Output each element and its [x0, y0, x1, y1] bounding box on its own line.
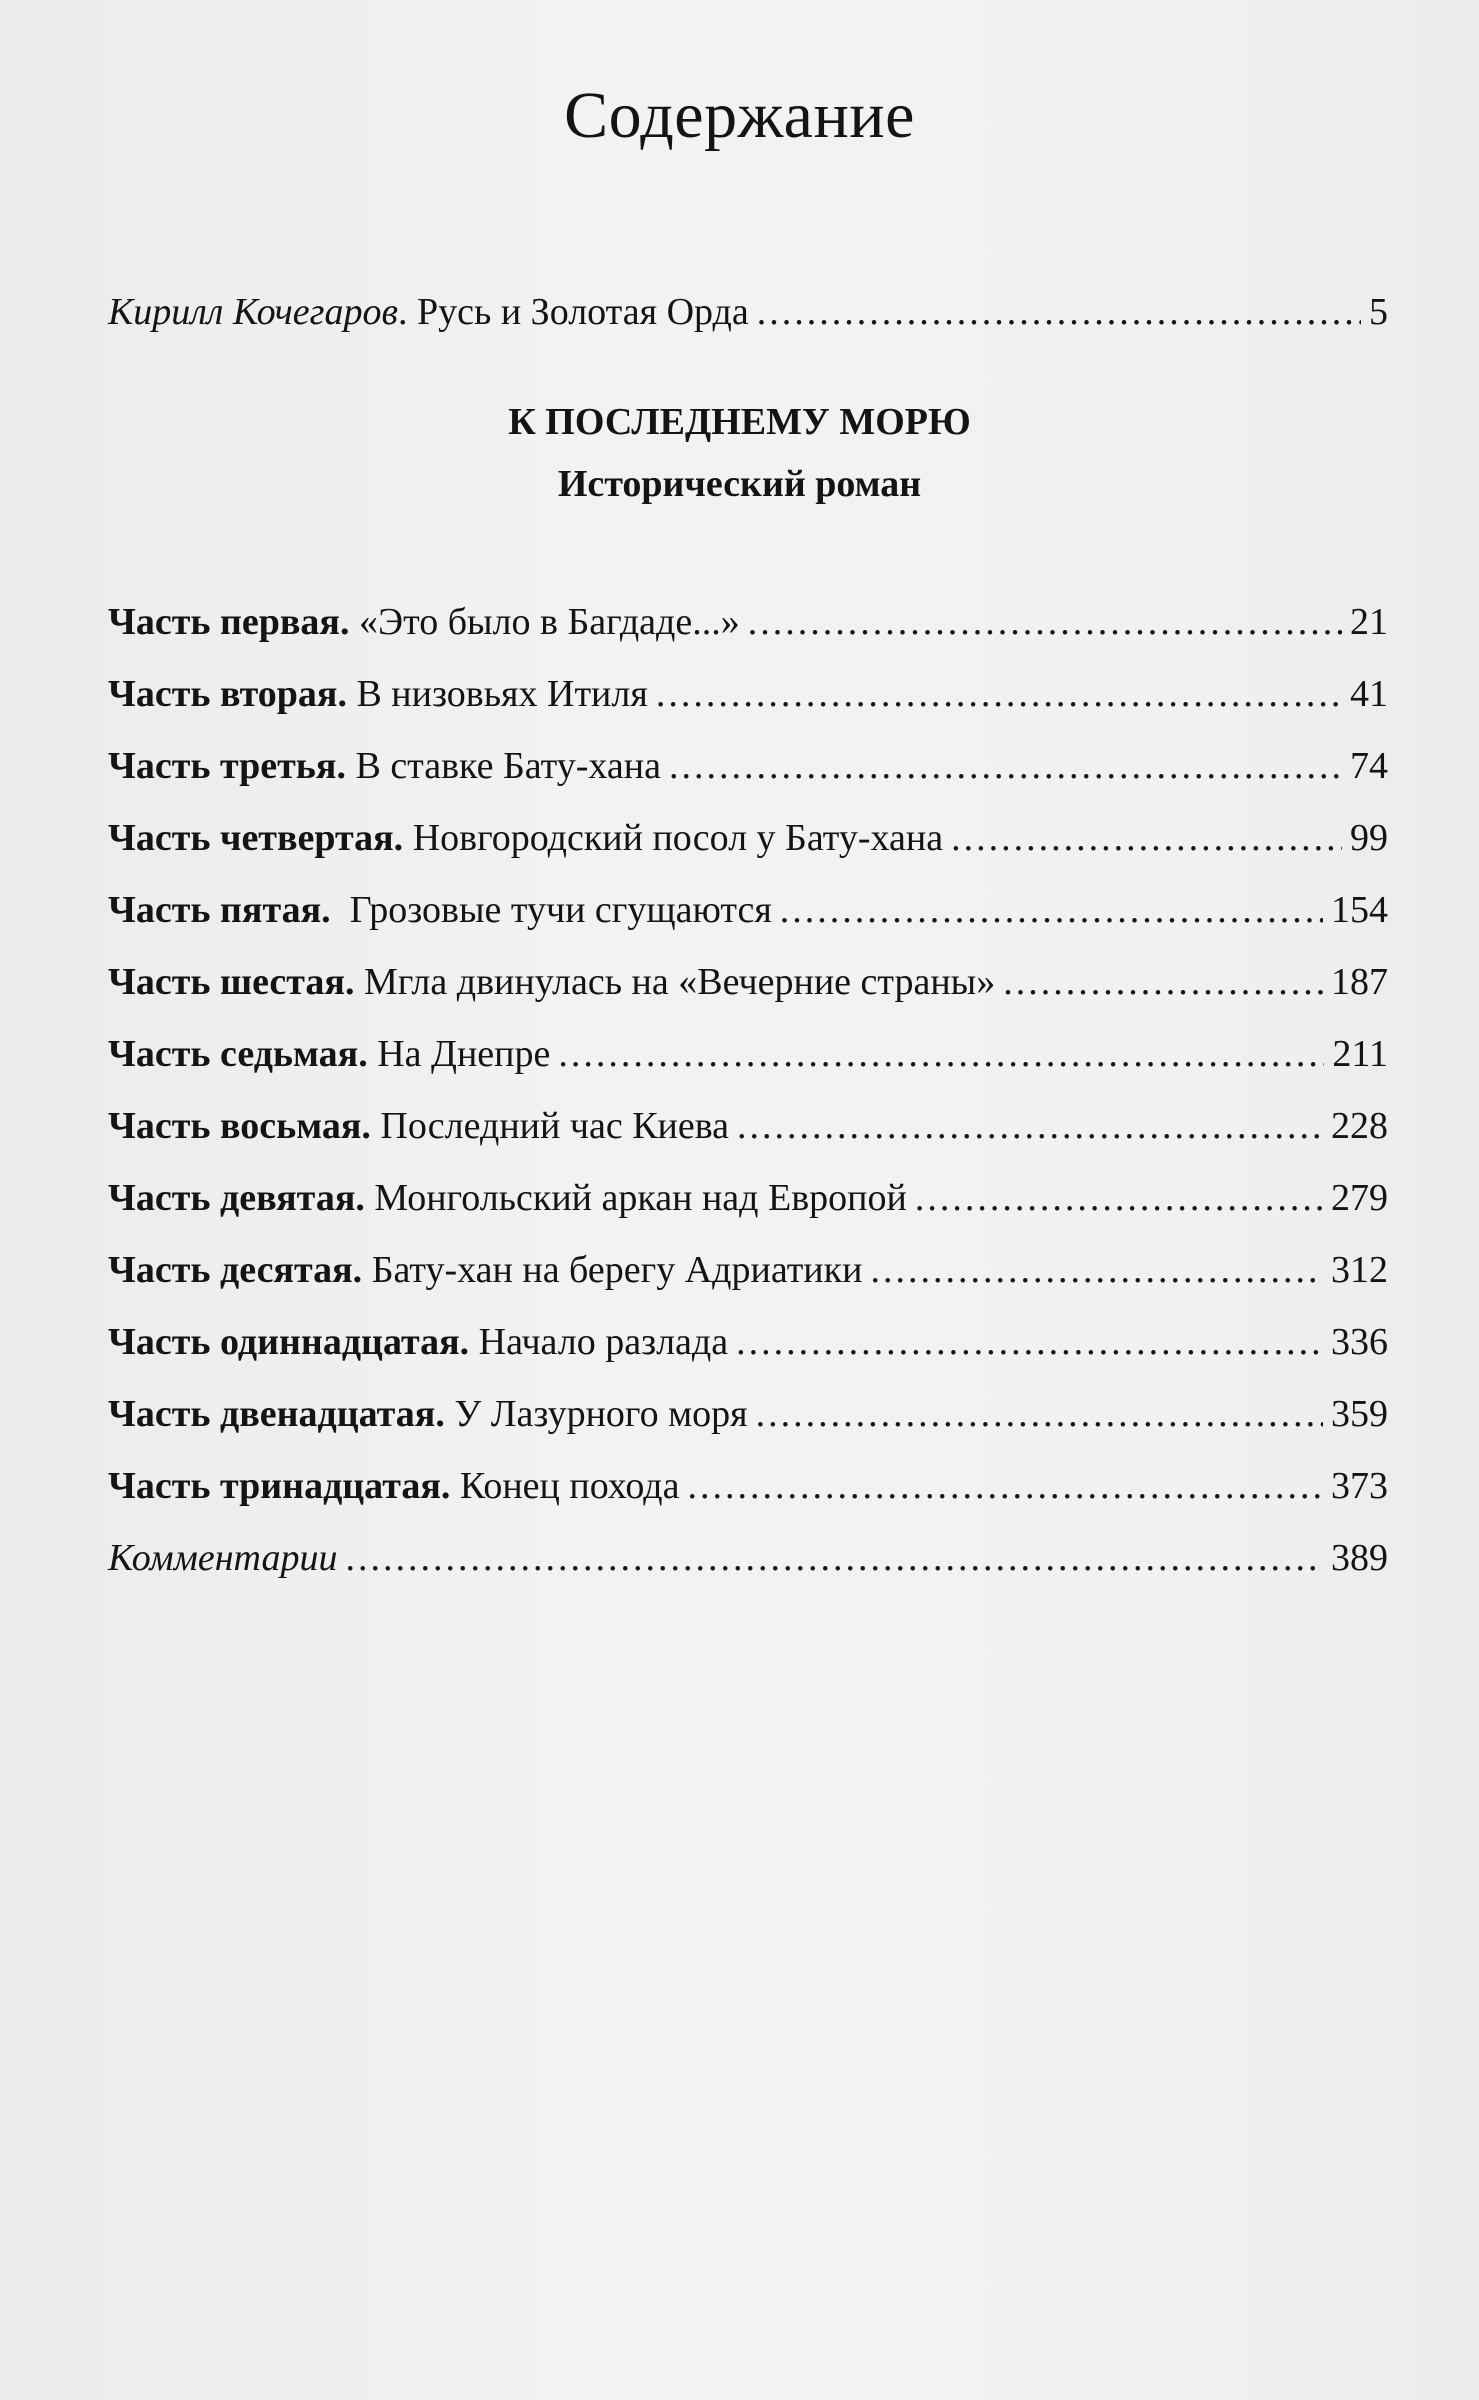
toc-part-name: В ставке Бату-хана [345, 745, 661, 787]
toc-entry-part [108, 1032, 1388, 1076]
dot-leader [687, 1464, 1323, 1508]
dot-leader [656, 672, 1342, 716]
toc-part-name: Мгла двинулась на «Вечерние страны» [354, 961, 996, 1003]
toc-page-number: 41 [1350, 673, 1388, 715]
toc-entry-part [108, 744, 1388, 788]
dot-leader [1003, 960, 1323, 1004]
toc-entry-part [108, 816, 1388, 860]
toc-part-name: Последний час Киева [370, 1105, 730, 1147]
toc-page-number: 74 [1350, 745, 1388, 787]
toc-entry-part [108, 672, 1388, 716]
toc-part-name: «Это было в Багдаде...» [349, 601, 740, 643]
toc-part-number: Часть вторая. [108, 673, 347, 715]
dot-leader [737, 1104, 1323, 1148]
toc-part-number: Часть третья. [108, 745, 346, 787]
toc-part-name: Новгородский посол у Бату-хана [403, 817, 944, 859]
toc-page-number: 279 [1331, 1177, 1388, 1219]
toc-part-number: Часть шестая. [108, 961, 355, 1003]
toc-part-name: В низовьях Итиля [346, 673, 648, 715]
toc-entry-author: Кирилл Кочегаров [108, 291, 398, 333]
toc-entry-label [108, 1176, 907, 1220]
toc-comments-label: Комментарии [108, 1537, 338, 1579]
dot-leader [951, 816, 1342, 860]
toc-entry-part [108, 1248, 1388, 1292]
toc-page-number: 228 [1331, 1105, 1388, 1147]
toc-entry-label [108, 744, 661, 788]
toc-part-name: Конец похода [450, 1465, 680, 1507]
toc-entry-label [108, 816, 943, 860]
toc-part-number: Часть четвертая. [108, 817, 404, 859]
toc-entry-label [108, 1104, 729, 1148]
toc-page-number: 373 [1331, 1465, 1388, 1507]
toc-entry-label [108, 1392, 748, 1436]
dot-leader [780, 888, 1323, 932]
dot-leader [558, 1032, 1324, 1076]
toc-part-number: Часть первая. [108, 601, 350, 643]
toc-entry-label [108, 600, 740, 644]
toc-part-name: На Днепре [367, 1033, 551, 1075]
toc-page-number: 5 [1369, 291, 1388, 333]
novel-subtitle: Исторический роман [557, 463, 922, 505]
toc-part-number: Часть восьмая. [108, 1105, 371, 1147]
toc-page-number: 389 [1331, 1537, 1388, 1579]
toc-part-name: Грозовые тучи сгущаются [330, 889, 772, 931]
toc-entry-label [108, 290, 749, 334]
toc-entry-text: . Русь и Золотая Орда [398, 291, 749, 333]
toc-entry-label [108, 1032, 550, 1076]
toc-page-number: 187 [1331, 961, 1388, 1003]
toc-entry-label [108, 672, 648, 716]
toc-part-number: Часть тринадцатая. [108, 1465, 451, 1507]
toc-entry-part [108, 1176, 1388, 1220]
dot-leader [748, 600, 1342, 644]
toc-part-name: У Лазурного моря [444, 1393, 748, 1435]
toc-part-number: Часть седьмая. [108, 1033, 368, 1075]
toc-entry-label [108, 1248, 862, 1292]
toc-entry-part [108, 1104, 1388, 1148]
toc-part-number: Часть одиннадцатая. [108, 1321, 470, 1363]
toc-part-number: Часть двенадцатая. [108, 1393, 445, 1435]
toc-page-number: 312 [1331, 1249, 1388, 1291]
toc-entry-comments [108, 1536, 1388, 1580]
toc-entry-intro [108, 290, 1388, 334]
dot-leader [870, 1248, 1323, 1292]
toc-entry-label [108, 960, 995, 1004]
toc-page-number: 21 [1350, 601, 1388, 643]
toc-page-number: 336 [1331, 1321, 1388, 1363]
toc-entry-part [108, 1464, 1388, 1508]
toc-entry-label [108, 1464, 679, 1508]
toc-page-number: 211 [1332, 1033, 1388, 1075]
toc-entry-label [108, 1320, 728, 1364]
toc-part-number: Часть девятая. [108, 1177, 365, 1219]
toc-part-number: Часть пятая. [108, 889, 331, 931]
toc-part-name: Монгольский аркан над Европой [364, 1177, 907, 1219]
toc-entry-part [108, 960, 1388, 1004]
toc-entry-part [108, 600, 1388, 644]
dot-leader [736, 1320, 1323, 1364]
dot-leader [756, 1392, 1323, 1436]
dot-leader [669, 744, 1342, 788]
dot-leader [345, 1536, 1323, 1580]
toc-part-name: Бату-хан на берегу Адриатики [362, 1249, 863, 1291]
toc-part-number: Часть десятая. [108, 1249, 363, 1291]
toc-entry-label [108, 888, 772, 932]
toc-part-name: Начало разлада [469, 1321, 729, 1363]
toc-page-number: 99 [1350, 817, 1388, 859]
toc-entry-label [108, 1536, 337, 1580]
page-title: Содержание [564, 79, 915, 152]
toc-entry-part [108, 1392, 1388, 1436]
dot-leader [757, 290, 1361, 334]
toc-page-number: 359 [1331, 1393, 1388, 1435]
toc-page-number: 154 [1331, 889, 1388, 931]
dot-leader [915, 1176, 1323, 1220]
novel-title: К ПОСЛЕДНЕМУ МОРЮ [508, 401, 971, 443]
toc-entry-part [108, 1320, 1388, 1364]
toc-entry-part [108, 888, 1388, 932]
